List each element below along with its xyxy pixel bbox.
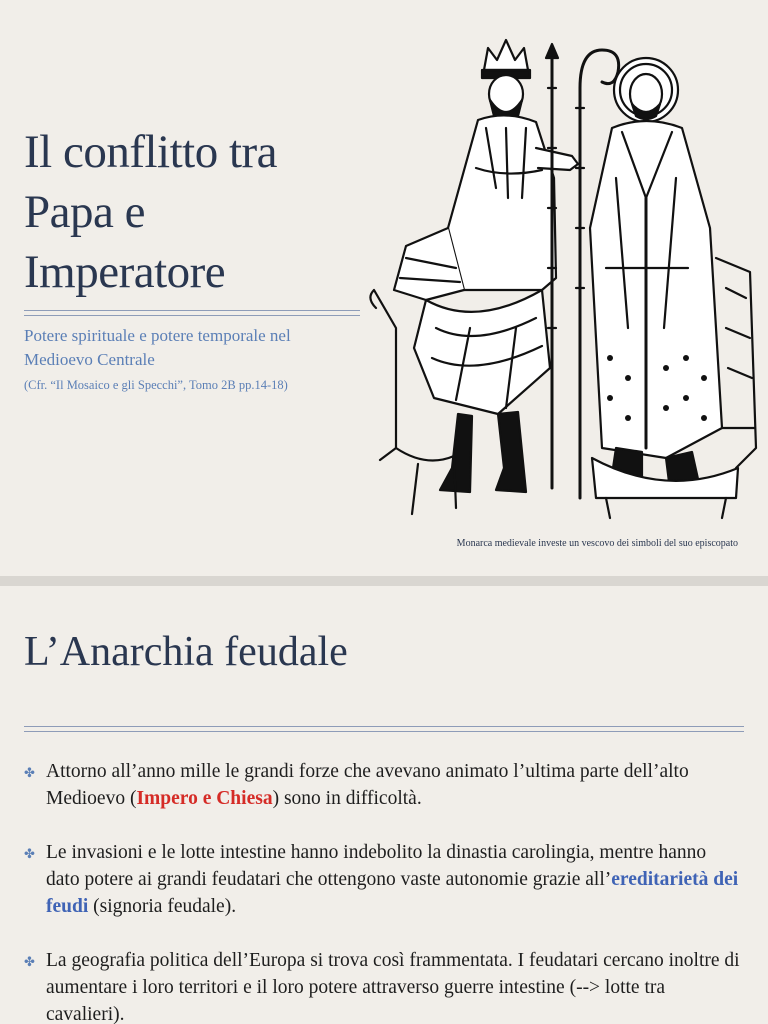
title-line: Papa e xyxy=(24,186,145,238)
title-divider xyxy=(24,310,360,316)
bullet-item: ✤ Le invasioni e le lotte intestine hanno indebolito la dinastia carolingia, mentre hanno dato potere ai grandi feudatari che ottengono vaste autonomie grazie all’ereditarietà dei feudi (signoria feudale). xyxy=(24,842,739,917)
highlight-text: ereditarietà dei feudi xyxy=(46,869,739,917)
textbook-reference: (Cfr. “Il Mosaico e gli Specchi”, Tomo 2B pp.14-18) xyxy=(24,378,288,392)
title-line: Imperatore xyxy=(24,246,226,298)
slide-title: L’Anarchia feudale xyxy=(24,629,348,675)
bullet-item: ✤ Attorno all’anno mille le grandi forze che avevano animato l’ultima parte dell’alto Medioevo (Impero e Chiesa) sono in difficoltà. xyxy=(24,761,689,809)
bullet-item: ✤ La geografia politica dell’Europa si trova così frammentata. I feudatari cercano inoltre di aumentare i loro territori e il loro potere attraverso guerre intestine (--> lotte tra cavalieri). xyxy=(24,950,740,1024)
title-divider xyxy=(24,726,744,732)
crown-icon xyxy=(484,40,528,70)
content-slide xyxy=(0,586,768,1024)
bullet-list xyxy=(24,758,744,1024)
highlight-text: Impero e Chiesa xyxy=(136,788,273,809)
image-caption: Monarca medievale investe un vescovo dei simboli del suo episcopato xyxy=(456,538,738,549)
investiture-illustration xyxy=(366,28,766,522)
flower-bullet-icon: ✤ xyxy=(24,765,35,780)
title-line: Il conflitto tra xyxy=(24,126,278,178)
flower-bullet-icon: ✤ xyxy=(24,954,35,969)
flower-bullet-icon: ✤ xyxy=(24,846,35,861)
slide-title xyxy=(24,122,354,302)
slide-subtitle: Potere spirituale e potere temporale nel Medioevo Centrale xyxy=(24,326,291,369)
